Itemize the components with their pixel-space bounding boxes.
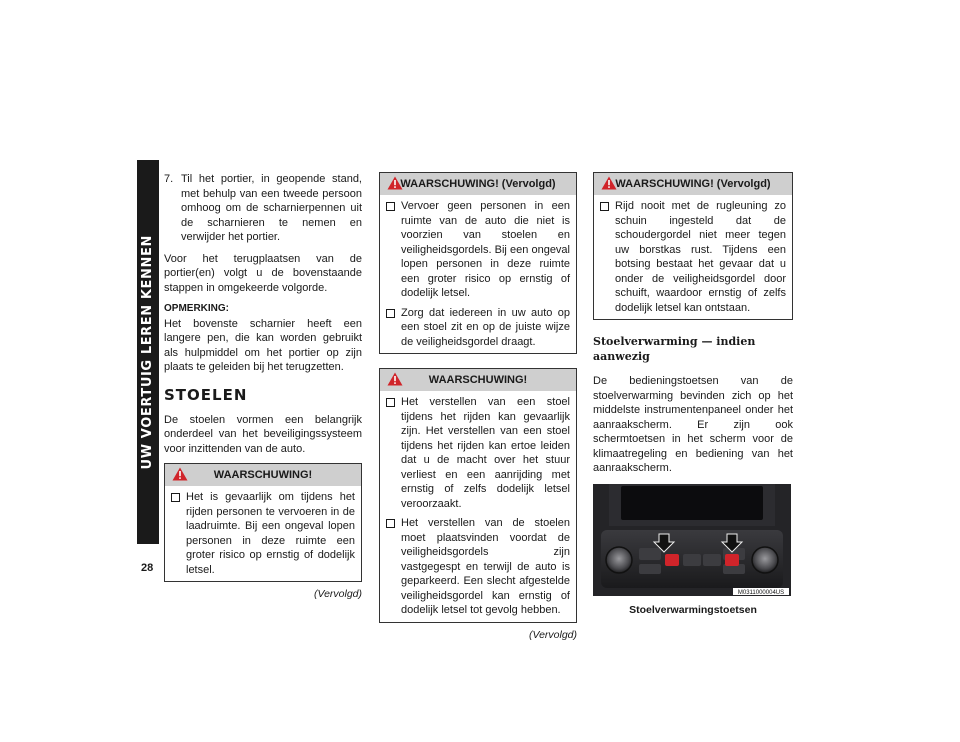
warning-header <box>380 369 576 391</box>
figure-caption: Stoelverwarmingstoetsen <box>629 603 757 616</box>
warning-triangle-icon <box>387 176 403 190</box>
bullet-square-icon <box>171 493 180 502</box>
page-number: 28 <box>141 562 154 574</box>
warning-item-text: Het is gevaarlijk om tijdens het rijden personen te vervoeren in de laadruimte. Bij een ongeval lopen personen in deze ruimte een groter risico op ernstig of dodelijk letsel. <box>186 491 355 576</box>
warning-title: WAARSCHUWING! (Vervolgd) <box>400 177 556 190</box>
warning-box <box>164 463 362 582</box>
warning-item-text: Het verstellen van de stoelen moet plaatsvinden voordat de veiligheidsgordels zijn vastgegespt en terwijl de auto is geparkeerd. Een slecht afgestelde veiligheidsgordel kan ernstig of dodelijk letsel tot gevolg hebben. <box>401 517 570 616</box>
bullet-square-icon <box>386 398 395 407</box>
warning-title: WAARSCHUWING! <box>213 468 313 481</box>
warning-item <box>171 490 355 577</box>
paragraph-heated-seats: De bedieningstoetsen van de stoelverwarming bevinden zich op het middelste instrumentenpaneel onder het aanraakscherm. Er zijn ook schermtoetsen in het scherm voor de klimaatregeling en bediening van het aanraakscherm. <box>593 375 793 474</box>
column-right <box>593 172 793 617</box>
warning-triangle-icon <box>172 467 188 481</box>
step-text: Til het portier, in geopende stand, met behulp van een tweede persoon omhoog om de scharnierpennen uit de scharnieren te nemen en verwijder het portier. <box>181 173 362 243</box>
subsection-heading: Stoelverwarming — indien aanwezig <box>593 335 756 363</box>
warning-item-text: Zorg dat iedereen in uw auto op een stoel zit en op de juiste wijze de veiligheidsgordel draagt. <box>401 306 570 348</box>
warning-header <box>165 464 361 486</box>
warning-item <box>386 516 570 618</box>
warning-title: WAARSCHUWING! <box>428 373 528 386</box>
warning-box-adjust <box>379 368 577 623</box>
warning-box-continued <box>593 172 793 320</box>
warning-header <box>594 173 792 195</box>
warning-box-continued <box>379 172 577 354</box>
warning-title: WAARSCHUWING! (Vervolgd) <box>615 177 771 190</box>
paragraph-seats: De stoelen vormen een belangrijk onderdeel van het beveiligingssysteem voor inzittenden van de auto. <box>164 413 362 455</box>
note-title: OPMERKING: <box>164 303 229 314</box>
warning-item <box>386 199 570 301</box>
step-number: 7. <box>164 173 174 185</box>
column-left <box>164 172 362 602</box>
section-title: UW VOERTUIG LEREN KENNEN <box>139 234 155 470</box>
warning-item <box>386 306 570 350</box>
note-text: Het bovenste scharnier heeft een langere pen, die kan worden gebruikt als hulpmiddel om het portier op zijn plaats te geleiden bij het terugzetten. <box>164 317 362 373</box>
bullet-square-icon <box>600 202 609 211</box>
control-panel-illustration <box>593 484 791 596</box>
bullet-square-icon <box>386 309 395 318</box>
figure-code: M0311000004US <box>737 589 785 596</box>
column-middle <box>379 172 577 642</box>
continued-label: (Vervolgd) <box>313 588 362 600</box>
warning-item-text: Vervoer geen personen in een ruimte van de auto die niet is voorzien van stoelen en veiligheidsgordels. Bij een ongeval lopen personen in deze ruimte een groter risico op ernstig of dodelijk letsel. <box>401 200 570 299</box>
warning-item <box>386 395 570 511</box>
warning-body <box>594 195 792 319</box>
warning-triangle-icon <box>601 176 617 190</box>
section-side-tab <box>137 160 159 544</box>
warning-body <box>380 195 576 353</box>
warning-body <box>165 486 361 581</box>
warning-header <box>380 173 576 195</box>
heated-seat-controls-photo <box>593 484 791 596</box>
warning-item-text: Het verstellen van een stoel tijdens het rijden kan gevaarlijk zijn. Het verstellen van een stoel tijdens het rijden kan ertoe leiden dat u de macht over het stuur verliest en een aanrijding met ernstig of zelfs dodelijk letsel veroorzaakt. <box>401 396 570 510</box>
warning-item <box>600 199 786 315</box>
bullet-square-icon <box>386 202 395 211</box>
paragraph-reinstall: Voor het terugplaatsen van de portier(en) volgt u de bovenstaande stappen in omgekeerde volgorde. <box>164 252 362 294</box>
continued-label: (Vervolgd) <box>528 628 577 641</box>
section-heading-stoelen: STOELEN <box>164 385 248 404</box>
step-7 <box>164 172 362 245</box>
warning-item-text: Rijd nooit met de rugleuning zo schuin ingesteld dat de schoudergordel niet meer tegen uw borstkas rust. Tijdens een botsing bestaat het gevaar dat u onder de veiligheidsgordel door schuift, waardoor ernstig of zelfs dodelijk letsel kan ontstaan. <box>615 200 786 314</box>
warning-body <box>380 391 576 622</box>
bullet-square-icon <box>386 519 395 528</box>
warning-triangle-icon <box>387 372 403 386</box>
